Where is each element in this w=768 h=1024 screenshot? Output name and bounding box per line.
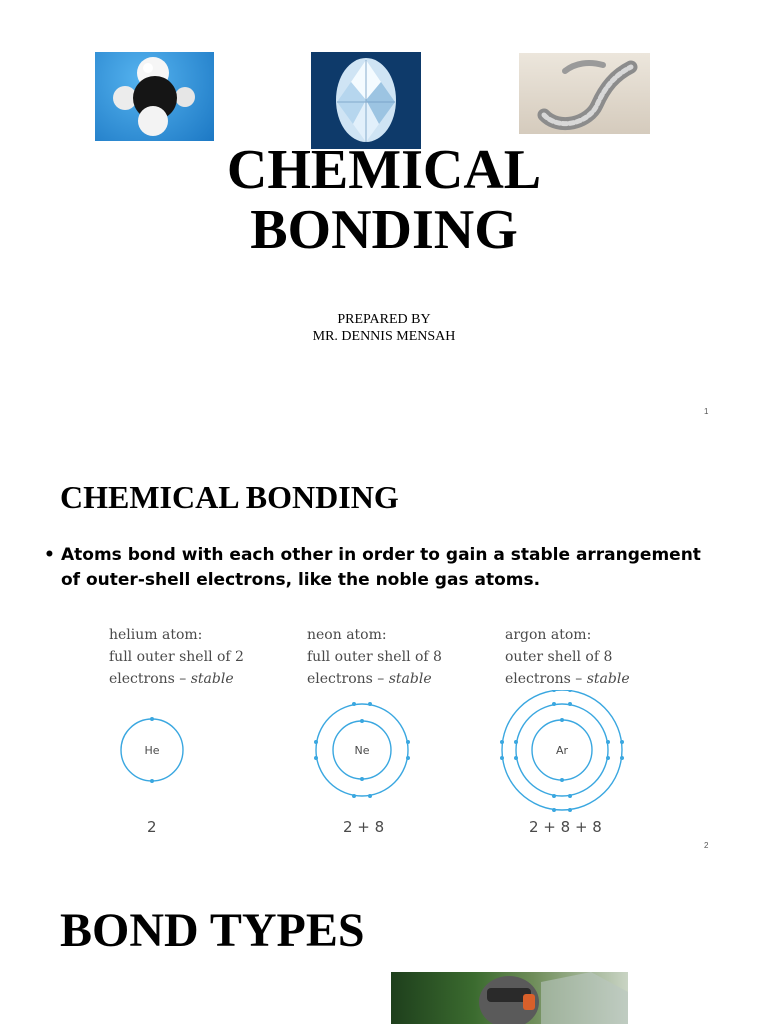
argon-stable-word: stable xyxy=(586,671,630,687)
helium-electron xyxy=(150,779,154,783)
neon-symbol: Ne xyxy=(354,744,370,757)
neon-electrons-word: electrons – xyxy=(307,671,389,687)
helium-stable-word: stable xyxy=(190,671,234,687)
neon-stable-word: stable xyxy=(388,671,432,687)
argon-electron xyxy=(560,718,564,722)
argon-electron xyxy=(514,756,518,760)
argon-electron xyxy=(552,690,556,692)
argon-electrons-word: electrons – xyxy=(505,671,587,687)
title xyxy=(0,140,768,260)
argon-electron xyxy=(552,702,556,706)
helium-shell: full outer shell of 2 xyxy=(109,649,244,665)
argon-stable-line xyxy=(505,668,630,690)
slide-2-title: CHEMICAL BONDING xyxy=(60,479,399,515)
bullet-point xyxy=(44,543,724,593)
argon-electron xyxy=(500,740,504,744)
prepared-by-label: PREPARED BY xyxy=(337,312,431,327)
helium-electron xyxy=(150,717,154,721)
neon-shell: full outer shell of 8 xyxy=(307,649,442,665)
argon-electron xyxy=(500,756,504,760)
neon-electron xyxy=(360,777,364,781)
argon-electron xyxy=(606,740,610,744)
argon-electron xyxy=(552,808,556,812)
neon-electron xyxy=(352,702,356,706)
helium-config: 2 xyxy=(147,818,157,836)
argon-shell: outer shell of 8 xyxy=(505,649,613,665)
atom-shell-diagrams xyxy=(0,690,768,820)
neon-electron xyxy=(360,719,364,723)
bullet-dot: • xyxy=(44,545,55,565)
argon-name: argon atom: xyxy=(505,627,592,643)
slide-3-title: BOND TYPES xyxy=(60,904,365,957)
argon-diagram xyxy=(500,690,624,812)
metal-ribbon-image xyxy=(519,53,650,134)
helium-name: helium atom: xyxy=(109,627,203,643)
neon-electron xyxy=(406,740,410,744)
argon-electron xyxy=(560,778,564,782)
page-number-2: 2 xyxy=(704,841,709,850)
argon-electron xyxy=(568,808,572,812)
argon-electron xyxy=(620,756,624,760)
helium-electrons-word: electrons – xyxy=(109,671,191,687)
helium-caption xyxy=(109,624,244,690)
argon-caption xyxy=(505,624,630,690)
subtitle xyxy=(0,311,768,345)
molecule-model-image xyxy=(95,52,214,141)
neon-electron xyxy=(368,702,372,706)
neon-electron xyxy=(352,794,356,798)
neon-caption xyxy=(307,624,442,690)
neon-electron xyxy=(314,740,318,744)
neon-stable-line xyxy=(307,668,442,690)
argon-electron xyxy=(606,756,610,760)
helium-symbol: He xyxy=(144,744,160,757)
page-number: 1 xyxy=(704,407,709,416)
argon-electron xyxy=(568,690,572,692)
argon-config: 2 + 8 + 8 xyxy=(529,818,602,836)
helium-stable-line xyxy=(109,668,244,690)
welder-image xyxy=(391,972,628,1024)
title-line-2: BONDING xyxy=(250,199,518,261)
neon-config: 2 + 8 xyxy=(343,818,385,836)
argon-electron xyxy=(552,794,556,798)
argon-electron xyxy=(620,740,624,744)
neon-electron xyxy=(314,756,318,760)
argon-electron xyxy=(514,740,518,744)
neon-electron xyxy=(368,794,372,798)
title-line-1: CHEMICAL xyxy=(226,139,542,201)
author-name: MR. DENNIS MENSAH xyxy=(312,329,456,344)
argon-electron xyxy=(568,702,572,706)
argon-electron xyxy=(568,794,572,798)
slide-1 xyxy=(0,0,768,432)
bullet-text: Atoms bond with each other in order to gain a stable arrangement of outer-shell electrons, like the noble gas atoms. xyxy=(61,545,701,590)
argon-symbol: Ar xyxy=(555,744,569,757)
neon-electron xyxy=(406,756,410,760)
diamond-image xyxy=(311,52,421,149)
neon-diagram xyxy=(314,702,410,798)
neon-name: neon atom: xyxy=(307,627,387,643)
helium-diagram xyxy=(121,717,183,783)
